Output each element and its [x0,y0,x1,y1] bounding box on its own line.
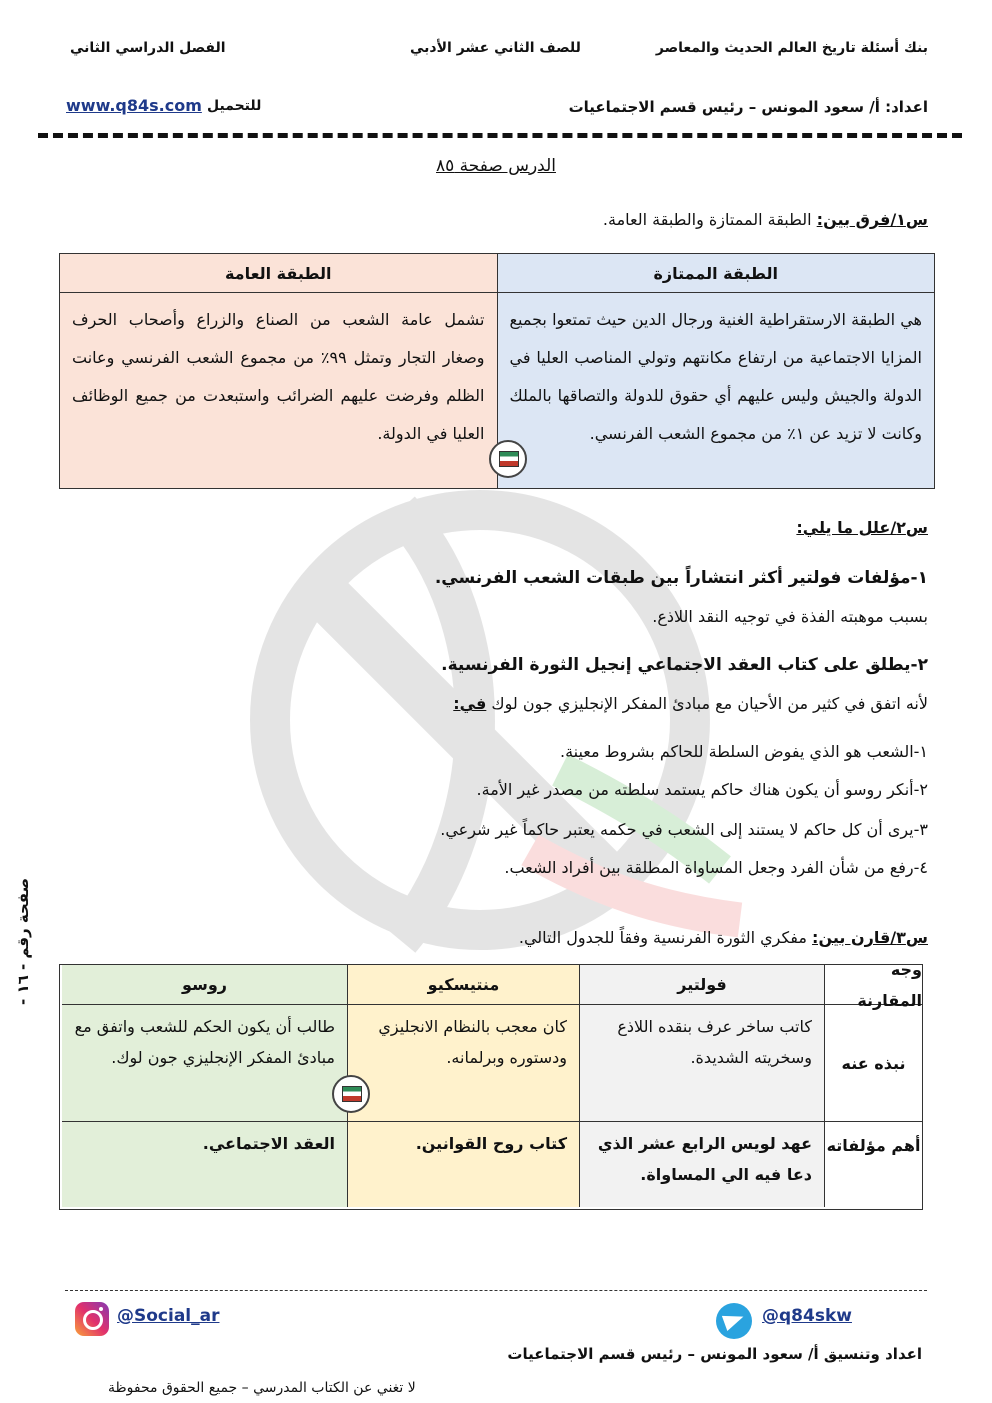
footer-note: لا تغني عن الكتاب المدرسي – جميع الحقوق محفوظة [108,1380,416,1396]
q3-text: مفكري الثورة الفرنسية وفقاً للجدول التالي. [518,928,813,947]
q3-row2-voltaire: عهد لويس الرابع عشر الذي دعا فيه الي المساواة. [579,1122,824,1207]
download-label: للتحميل [207,98,262,114]
q3-row1-rousseau: طالب أن يكون الحكم للشعب واتفق مع مبادئ المفكر الإنجليزي جون لوك. [62,1005,347,1122]
q3-row2-label: أهم مؤلفاته [824,1122,922,1207]
q3-row2-montesquieu: كتاب روح القوانين. [347,1122,579,1207]
bank-title: بنك أسئلة تاريخ العالم الحديث والمعاصر [655,40,928,56]
semester-label: الفصل الدراسي الثاني [70,40,226,56]
q3-row1-voltaire: كاتب ساخر عرف بنقده اللاذع وسخريته الشديدة. [579,1005,824,1122]
header-divider [38,133,962,138]
q1-col2-body: تشمل عامة الشعب من الصناع والزراع وأصحاب الحرف وصغار التجار وتمثل ٩٩٪ من مجموع الشعب الفرنسي وعانت الظلم وفرضت عليهم الضرائب واستبعدت من جميع الوظائف العليا في الدولة. [72,310,485,443]
q3-corner-header: وجه المقارنة [824,965,922,1005]
q1-col2-header: الطبقة العامة [60,254,497,293]
q3-montesquieu-header: منتيسكيو [347,965,579,1005]
side-page-number: صفحة رقم - ١٦ - [14,877,32,1005]
footer-divider [65,1290,927,1291]
footer-credit: اعداد وتنسيق أ/ سعود المونس – رئيس قسم الاجتماعيات [507,1345,922,1363]
q2-point-3: ٣-يرى أن كل حاكم لا يستند إلى الشعب في حكمه يعتبر حاكماً غير شرعي. [440,820,928,839]
q2-item2-intro-underlined: في: [453,694,487,713]
q1-label: س١/فرق بين: [816,210,928,229]
q2-item1-title: ١-مؤلفات فولتير أكثر انتشاراً بين طبقات الشعب الفرنسي. [434,568,928,588]
q1-col1-header: الطبقة الممتازة [498,254,935,293]
instagram-icon[interactable] [75,1302,109,1336]
q2-item2-title: ٢-يطلق على كتاب العقد الاجتماعي إنجيل الثورة الفرنسية. [441,655,928,675]
telegram-icon[interactable] [716,1303,752,1339]
telegram-handle[interactable]: @q84skw [762,1306,852,1326]
q2-label: س٢/علل ما يلي: [796,518,928,537]
q2-point-4: ٤-رفع من شأن الفرد وجعل المساواة المطلقة بين أفراد الشعب. [504,858,928,877]
side-page-wrap [14,877,38,1015]
school-seal-icon [489,440,527,478]
q2-point-2: ٢-أنكر روسو أن يكون هناك حاكم يستمد سلطته من مصدر غير الأمة. [476,780,928,799]
q3-table [59,959,923,1210]
q3-row1-label: نبذه عنه [824,1005,922,1122]
watermark-logo [200,470,780,970]
q2-point-1: ١-الشعب هو الذي يفوض السلطة للحاكم بشروط معينة. [559,742,928,761]
q1-col1-body: هي الطبقة الارستقراطية الغنية ورجال الدين حيث تمتعوا بجميع المزايا الاجتماعية من ارتفاع مكانتهم وتولي المناصب العليا في الدولة والجيش وليس عليهم أي حقوق للدولة والتصاقها بالملك وكانت لا تزيد عن ١٪ من مجموع الشعب الفرنسي. [509,310,922,443]
q3-voltaire-header: فولتير [579,965,824,1005]
q2-heading [796,518,928,537]
author-line: اعداد: أ/ سعود المونس – رئيس قسم الاجتماعيات [568,98,928,116]
q3-label: س٣/قارن بين: [812,928,928,947]
lesson-title: الدرس صفحة ٨٥ [436,156,556,176]
q3-row1-montesquieu: كان معجب بالنظام الانجليزي ودستوره وبرلمانه. [347,1005,579,1122]
q3-rousseau-header: روسو [62,965,347,1005]
q1-col-privileged [498,254,935,488]
q3-heading [519,928,928,947]
instagram-handle[interactable]: @Social_ar [117,1306,220,1326]
q2-item2-intro-text: لأنه اتفق في كثير من الأحيان مع مبادئ المفكر الإنجليزي جون لوك [486,694,928,713]
school-seal-icon-2 [332,1075,370,1113]
q1-col-common [60,254,498,488]
q2-item1-answer: بسبب موهبته الفذة في توجيه النقد اللاذع. [652,607,928,626]
grade-label: للصف الثاني عشر الأدبي [410,40,581,56]
q3-row2-rousseau: العقد الاجتماعي. [62,1122,347,1207]
q1-heading [603,210,928,229]
site-link[interactable]: www.q84s.com [66,96,202,115]
q1-text: الطبقة الممتازة والطبقة العامة. [602,210,817,229]
q2-item2-intro [453,694,928,713]
